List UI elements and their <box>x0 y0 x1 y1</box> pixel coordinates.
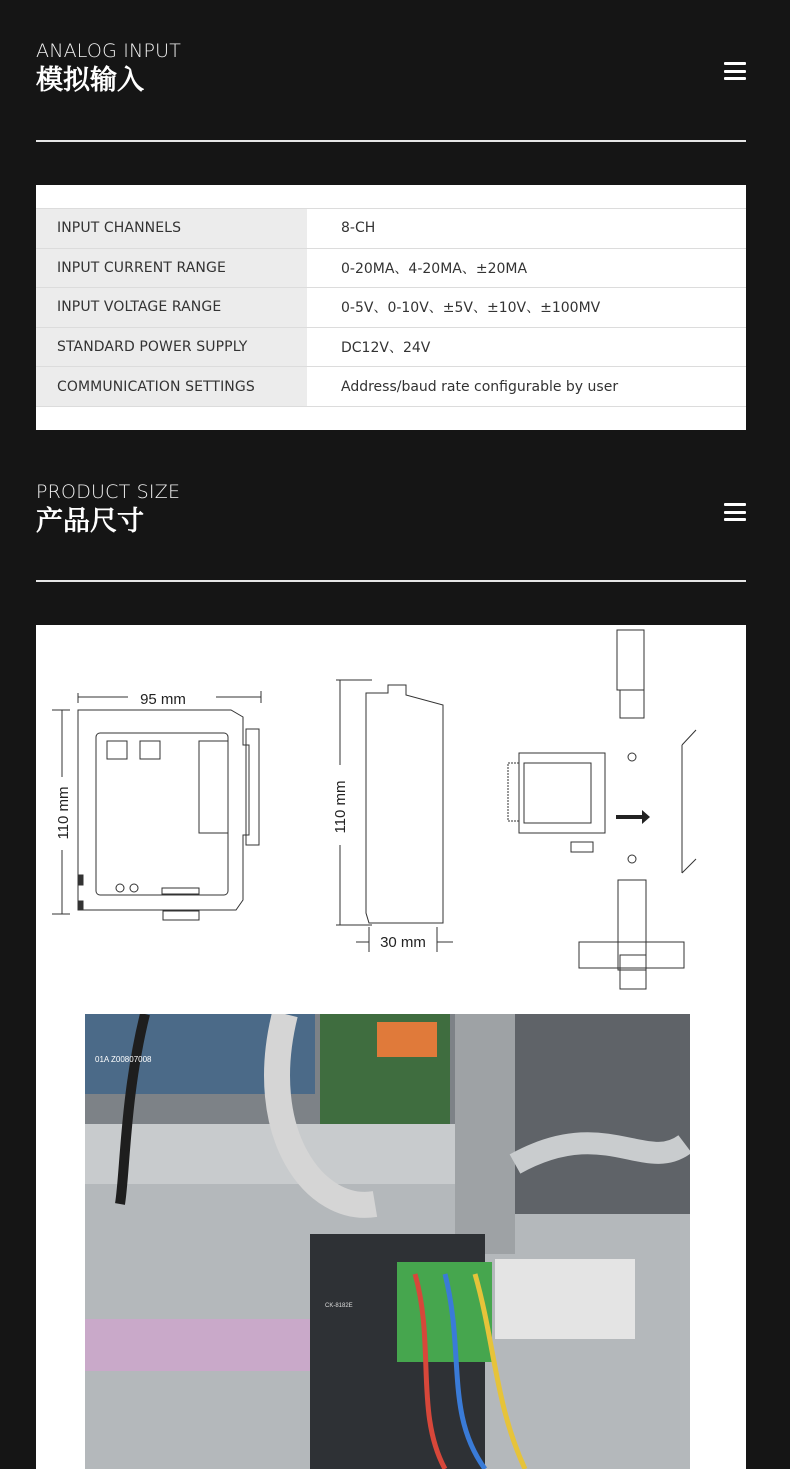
side-height-dimension-label: 110 mm <box>332 780 349 834</box>
spec-row <box>36 248 746 288</box>
spec-table <box>36 208 746 407</box>
spec-label: STANDARD POWER SUPPLY <box>36 327 307 367</box>
width-dimension-label: 95 mm <box>140 691 186 708</box>
front-view-drawing <box>78 710 259 920</box>
installation-photo <box>85 1014 690 1469</box>
photo-module-model: CK-8182E <box>325 1303 353 1309</box>
spec-value: 0-5V、0-10V、±5V、±10V、±100MV <box>307 288 746 328</box>
product-size-card <box>36 625 746 1469</box>
dimension-drawing <box>36 625 746 1014</box>
product-size-title-en: PRODUCT SIZE <box>36 481 181 503</box>
spec-row <box>36 367 746 407</box>
spec-row <box>36 327 746 367</box>
product-size-title-zh: 产品尺寸 <box>36 506 144 537</box>
spec-value: 0-20MA、4-20MA、±20MA <box>307 248 746 288</box>
spec-value: DC12V、24V <box>307 327 746 367</box>
side-view-drawing <box>336 680 453 952</box>
analog-input-title-en: ANALOG INPUT <box>36 40 182 62</box>
hamburger-menu-icon[interactable] <box>724 503 746 521</box>
photo-board-code: 01A Z00807008 <box>95 1055 152 1064</box>
spec-value: 8-CH <box>307 209 746 249</box>
spec-row <box>36 209 746 249</box>
section-divider <box>36 580 746 582</box>
arrow-right-icon <box>616 810 650 824</box>
depth-dimension-label: 30 mm <box>380 934 426 951</box>
spec-card <box>36 185 746 430</box>
spec-label: INPUT CURRENT RANGE <box>36 248 307 288</box>
analog-input-title-zh: 模拟输入 <box>36 65 144 96</box>
analog-input-header <box>36 40 746 98</box>
spec-value: Address/baud rate configurable by user <box>307 367 746 407</box>
hamburger-menu-icon[interactable] <box>724 62 746 80</box>
spec-label: INPUT CHANNELS <box>36 209 307 249</box>
product-size-header <box>36 481 746 539</box>
height-dimension-label: 110 mm <box>55 786 72 840</box>
section-divider <box>36 140 746 142</box>
spec-label: INPUT VOLTAGE RANGE <box>36 288 307 328</box>
spec-row <box>36 288 746 328</box>
spec-label: COMMUNICATION SETTINGS <box>36 367 307 407</box>
mounting-diagram <box>508 630 696 989</box>
